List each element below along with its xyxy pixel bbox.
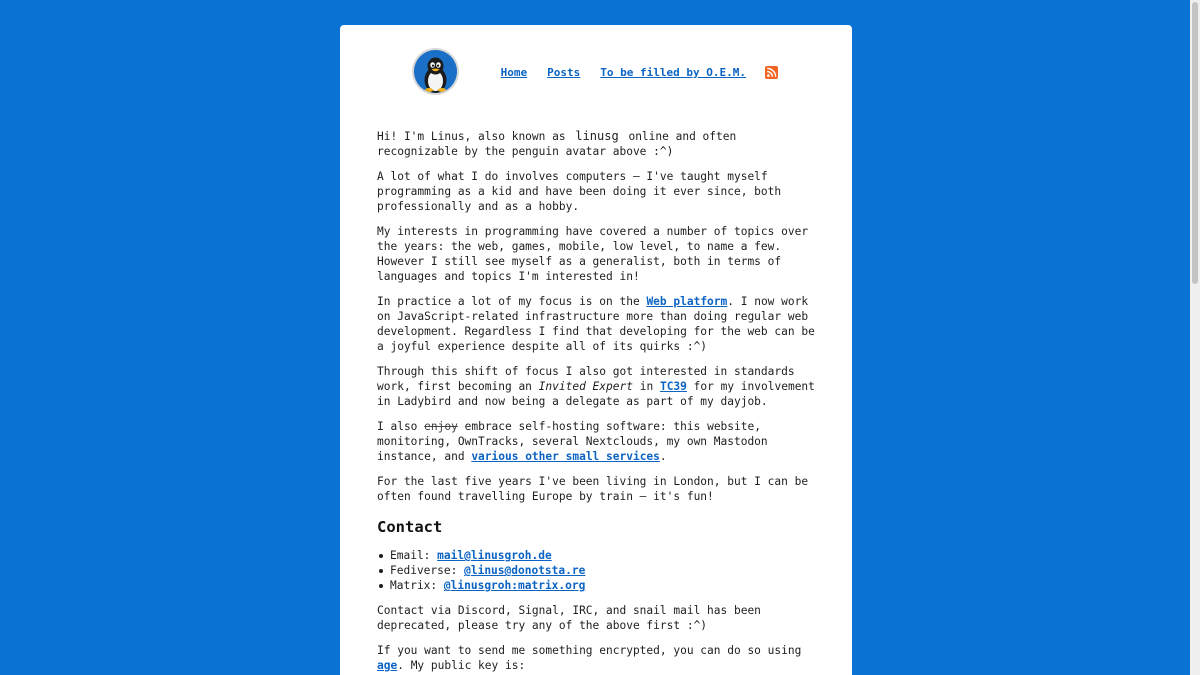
main-card [340,25,852,675]
contact-item-matrix: Matrix: @linusgroh:matrix.org [377,578,815,593]
main-content [377,121,815,673]
contact-item-email: Email: mail@linusgroh.de [377,548,815,563]
strikethrough-enjoy: enjoy [424,420,458,433]
nav-link-home[interactable]: Home [500,66,528,79]
contact-item-fediverse: Fediverse: @linus@donotsta.re [377,563,815,578]
intro-paragraph-1: Hi! I'm Linus, also known as linusg online and often recognizable by the penguin avatar above :^) [377,129,737,158]
page-scrollbar[interactable] [1190,0,1200,675]
deprecated-contact-note: Contact via Discord, Signal, IRC, and snail mail has been deprecated, please try any of the above first :^) [377,604,761,632]
email-link[interactable]: mail@linusgroh.de [437,549,552,562]
nav-link-oem[interactable]: To be filled by O.E.M. [600,66,746,79]
intro-paragraph-2: A lot of what I do involves computers — I've taught myself programming as a kid and have been doing it ever since, both professionally and as a hobby. [377,170,782,213]
tc39-link[interactable]: TC39 [659,380,687,393]
rss-icon[interactable] [765,66,778,79]
scrollbar-thumb[interactable] [1192,2,1198,284]
contact-heading: Contact [377,518,443,536]
invited-expert-text: Invited Expert [538,380,633,393]
intro-paragraph-4: In practice a lot of my focus is on the Web platform. I now work on JavaScript-related infrastructure more than doing regular web development. Regardless I find that developing for the web can be a joyful experience despite all of its quirks :^) [377,295,815,353]
site-header [377,25,815,121]
matrix-link[interactable]: @linusgroh:matrix.org [443,579,586,592]
intro-paragraph-3: My interests in programming have covered a number of topics over the years: the web, games, mobile, low level, to name a few. However I still see myself as a generalist, both in terms of languages and topics I'm interested in! [377,225,809,283]
penguin-avatar-icon[interactable] [414,50,457,93]
username-code: linusg [575,129,619,143]
intro-paragraph-7: For the last five years I've been living in London, but I can be often found travelling Europe by train — it's fun! [377,475,809,503]
encryption-note: If you want to send me something encrypted, you can do so using age. My public key is: [377,644,802,672]
top-nav [501,65,778,80]
intro-paragraph-5: Through this shift of focus I also got interested in standards work, first becoming an Invited Expert in TC39 for my involvement in Ladybird and now being a delegate as part of my dayjob. [377,365,815,408]
age-link[interactable]: age [377,659,398,672]
web-platform-link[interactable]: Web platform [646,295,728,308]
services-link[interactable]: various other small services [471,450,660,463]
contact-list [377,548,815,593]
nav-link-posts[interactable]: Posts [547,66,581,79]
fediverse-link[interactable]: @linus@donotsta.re [464,564,586,577]
intro-paragraph-6: I also enjoy embrace self-hosting software: this website, monitoring, OwnTracks, several Nextclouds, my own Mastodon instance, and various other small services. [377,420,768,463]
